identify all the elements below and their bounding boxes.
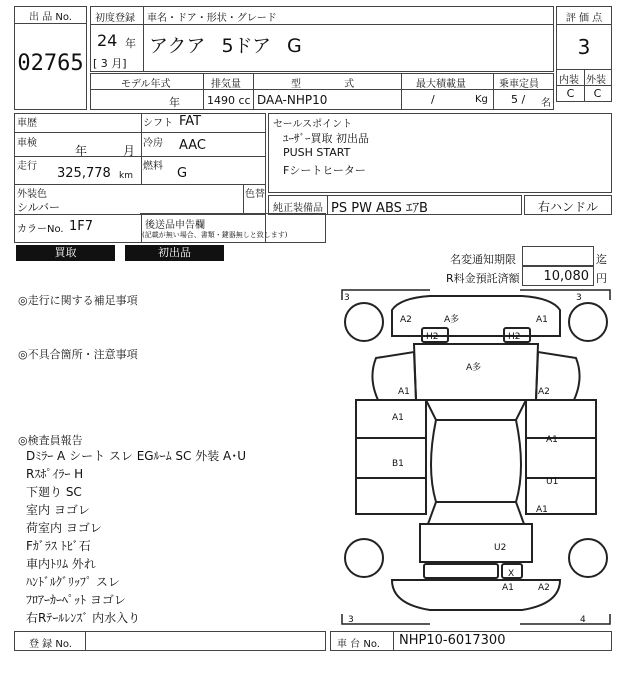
shift-label: シフト (143, 118, 173, 129)
chassis-label: 車 台 No. (337, 639, 380, 650)
sales-point-line-2: PUSH START (283, 146, 351, 159)
mark-front-bumper-left: A2 (400, 315, 412, 325)
capacity-label: 乗車定員 (499, 79, 539, 90)
max-load: / (431, 93, 435, 106)
inspector-line-6: Fｶﾞﾗｽ ﾄﾋﾞ石 (26, 539, 91, 553)
equipment-label: 純正装備品 (273, 203, 323, 214)
mark-front-door-left: A1 (392, 413, 404, 423)
sales-point-line-1: ﾕｰｻﾞｰ買取 初出品 (283, 132, 369, 145)
mark-rear-door-right: U1 (546, 477, 559, 487)
mark-rear-x: X (508, 569, 515, 579)
mark-front-door-right: A1 (546, 435, 558, 445)
inspector-line-10: 右Rﾃｰﾙﾚﾝｽﾞ 内水入り (26, 611, 141, 625)
tire-rear-left (345, 539, 383, 577)
defect-label: ◎不具合箇所・注意事項 (18, 348, 138, 361)
car-name-label: 車名・ドア・形状・グレード (147, 13, 277, 24)
tire-rear-right (569, 539, 607, 577)
spec-row (90, 73, 554, 110)
chassis-number: NHP10-6017300 (399, 633, 506, 648)
inspector-line-3: 下廻り SC (26, 485, 82, 499)
inspector-line-8: ﾊﾝﾄﾞﾙｸﾞﾘｯﾌﾟ スレ (26, 575, 120, 589)
capacity: 5 / (511, 93, 526, 106)
mark-headlight-left: H2 (426, 332, 439, 342)
exterior-grade: C (593, 87, 602, 100)
color-no-label: カラーNo. (17, 224, 64, 235)
mileage: 325,778 (57, 166, 111, 181)
ac: AAC (179, 138, 206, 153)
ac-label: 冷房 (143, 138, 163, 149)
inspector-line-1: Dﾐﾗｰ A シート スレ EGﾙｰﾑ SC 外装 A･U (26, 449, 247, 463)
tag-first-listing: 初出品 (125, 245, 224, 261)
recycle-label: R料金預託済額 (446, 272, 520, 285)
inspector-line-2: Rｽﾎﾟｲﾗｰ H (26, 467, 84, 481)
tire-tl-depth: 3 (344, 293, 350, 303)
post-delivery-note: (記載が無い場合、書類・鍵器無しと致します) (142, 231, 288, 239)
post-delivery-box (140, 213, 326, 243)
mark-headlight-right: H2 (508, 332, 521, 342)
recycle-unit: 円 (596, 272, 607, 285)
grade-score: 3 (577, 35, 591, 59)
inspection-year-unit: 年 (75, 144, 88, 158)
capacity-unit: 名 (541, 98, 551, 109)
reg-number-box (14, 631, 326, 651)
mark-rear-fender-right: A1 (536, 505, 548, 515)
mark-fender-left: A1 (398, 387, 410, 397)
interior-grade: C (566, 87, 575, 100)
driving-note-label: ◎走行に関する補足事項 (18, 294, 138, 307)
mark-fender-right: A2 (538, 387, 550, 397)
first-reg-year: 24 (97, 31, 118, 50)
equipment-box (268, 195, 522, 215)
car-name: アクア 5ドア G (149, 35, 302, 57)
inspection-month-unit: 月 (123, 144, 136, 158)
tag-buyback: 買取 (16, 245, 115, 261)
mark-front-bumper-right: A1 (536, 315, 548, 325)
ext-color: シルバー (17, 201, 60, 214)
tire-tr-depth: 3 (576, 293, 582, 303)
history-label: 車歴 (17, 118, 37, 129)
inspector-line-4: 室内 ヨゴレ (26, 503, 90, 517)
tire-br-depth: 4 (580, 615, 586, 625)
recycle-value: 10,080 (543, 269, 589, 284)
sales-point-line-3: Fシートヒーター (283, 164, 366, 177)
first-reg-year-unit: 年 (125, 37, 136, 50)
model-year-label: モデル年式 (121, 79, 171, 90)
fuel: G (177, 166, 188, 181)
lot-number: 02765 (17, 51, 84, 76)
mark-rear-door-left: B1 (392, 459, 404, 469)
steering: 右ハンドル (537, 200, 598, 214)
tire-front-left (345, 303, 383, 341)
inspector-line-5: 荷室内 ヨゴレ (26, 521, 102, 535)
name-change-label: 名変通知期限 (450, 253, 516, 266)
tire-front-right (569, 303, 607, 341)
grade-box (556, 6, 612, 102)
post-delivery-label: 後送品申告欄 (145, 220, 205, 231)
mark-hood: A多 (466, 363, 482, 373)
name-change-box (522, 246, 594, 266)
first-reg-label: 初度登録 (95, 13, 135, 24)
type: DAA-NHP10 (257, 93, 328, 107)
mileage-unit: km (119, 171, 133, 181)
damage-marks (392, 313, 558, 593)
tire-bl-depth: 3 (348, 615, 354, 625)
color-change-label: 色替 (245, 189, 265, 200)
inspector-line-7: 車内ﾄﾘﾑ 外れ (26, 557, 96, 571)
exterior-grade-label: 外装 (586, 75, 606, 86)
type-label: 型 式 (291, 79, 355, 90)
inspection-label: 車検 (17, 138, 37, 149)
mileage-label: 走行 (17, 161, 37, 172)
displacement-label: 排気量 (211, 79, 241, 90)
ext-color-label: 外装色 (17, 189, 47, 200)
steering-box (524, 195, 612, 215)
grade-label: 評 価 点 (565, 13, 603, 24)
equipment-value: PS PW ABS ｴｱB (331, 201, 428, 216)
interior-grade-label: 内装 (559, 75, 579, 86)
model-year-unit: 年 (169, 96, 180, 109)
recycle-box (522, 266, 594, 286)
name-change-unit: 迄 (596, 253, 607, 266)
shift: FAT (179, 114, 202, 129)
max-load-label: 最大積載量 (416, 79, 466, 90)
mark-rear-bumper-right: A2 (538, 583, 550, 593)
car-damage-diagram (340, 288, 612, 628)
inspector-label: ◎検査員報告 (18, 434, 83, 447)
chassis-box (330, 631, 612, 651)
sales-points-box (268, 113, 612, 193)
inspector-line-9: ﾌﾛｱｰｶｰﾍﾟｯﾄ ヨゴレ (26, 593, 126, 607)
max-load-unit: Kg (475, 94, 488, 105)
displacement: 1490 cc (207, 94, 251, 107)
color-no: 1F7 (69, 219, 94, 234)
mark-front-bumper-mid: A多 (444, 315, 460, 325)
reg-number-label: 登 録 No. (29, 639, 72, 650)
fuel-label: 燃料 (143, 161, 163, 172)
sales-points-label: セールスポイント (273, 119, 353, 130)
mark-rear-bumper-left: A1 (502, 583, 514, 593)
car-title-box (90, 6, 554, 72)
lot-number-box (14, 6, 87, 110)
mark-trunk: U2 (494, 543, 507, 553)
first-reg-month: [ 3 月] (93, 57, 127, 70)
lot-number-label: 出 品 No. (29, 12, 72, 23)
